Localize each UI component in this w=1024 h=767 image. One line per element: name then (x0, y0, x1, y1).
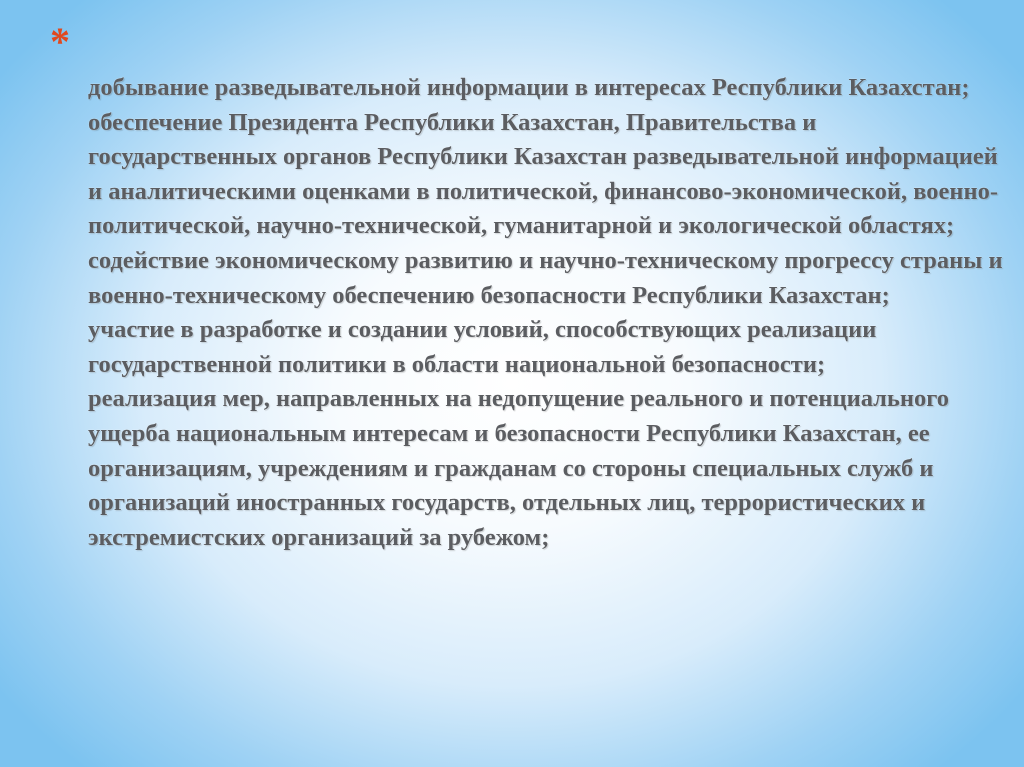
paragraph-intelligence-gathering: добывание разведывательной информации в интересах Республики Казахстан; (88, 74, 970, 101)
bullet-star-icon: * (50, 19, 70, 64)
paragraph-economic-development: содействие экономическому развитию и научно-техническому прогрессу страны и военно-техническому обеспечению безопасности Республики Казахстан; (88, 246, 1003, 309)
paragraph-security-policy: участие в разработке и создании условий, способствующих реализации государственной политики в области национальной безопасности; (88, 316, 877, 378)
paragraph-providing-intelligence: обеспечение Президента Республики Казахстан, Правительства и государственных органов Республики Казахстан разведывательной информацией и аналитическими оценками в политической, финансово-экономической, военно-политической, научно-технической, гуманитарной и экологической областях; (88, 108, 999, 240)
paragraph-damage-prevention: реализация мер, направленных на недопущение реального и потенциального ущерба национальным интересам и безопасности Республики Казахстан, ее организациям, учреждениям и гражданам со стороны специальных служб и организаций иностранных государств, отдельных лиц, террористических и экстремистских организаций за рубежом; (88, 385, 949, 551)
content-list (88, 71, 1006, 555)
